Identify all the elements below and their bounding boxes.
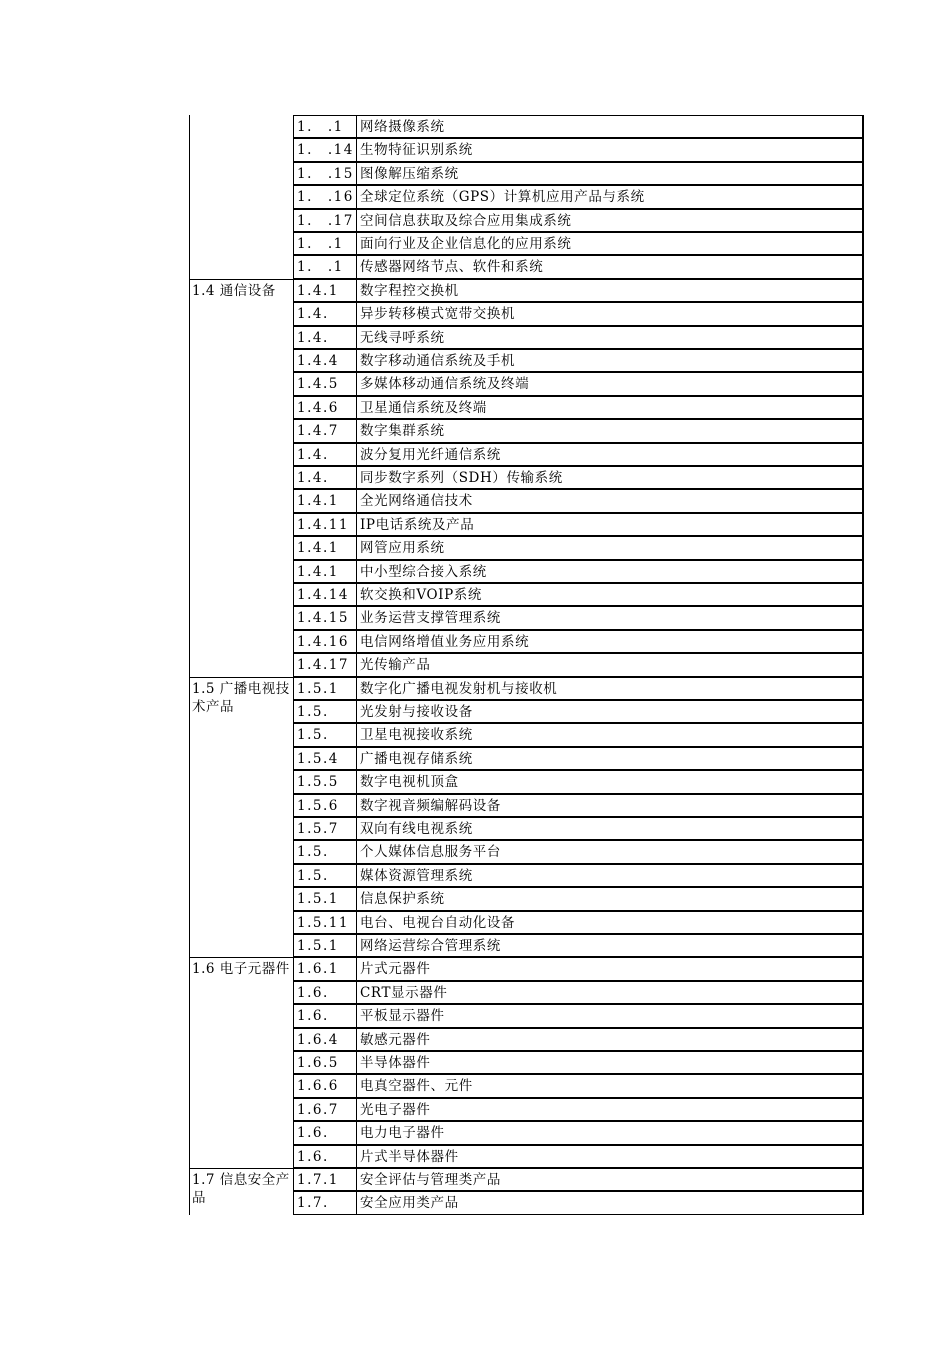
item-code: 1.5. — [293, 723, 356, 746]
table-row — [189, 419, 864, 442]
item-name: 电台、电视台自动化设备 — [356, 911, 864, 934]
item-name: 同步数字系列（SDH）传输系统 — [356, 466, 864, 489]
table-row — [189, 653, 864, 676]
item-name: 信息保护系统 — [356, 887, 864, 910]
item-code: 1.5. — [293, 840, 356, 863]
item-name: 电信网络增值业务应用系统 — [356, 630, 864, 653]
item-code: 1. .17 — [293, 209, 356, 232]
item-name: IP电话系统及产品 — [356, 513, 864, 536]
table-row — [189, 1168, 864, 1191]
table-row — [189, 560, 864, 583]
item-name: 片式半导体器件 — [356, 1145, 864, 1168]
item-name: 多媒体移动通信系统及终端 — [356, 372, 864, 395]
item-code: 1.6.1 — [293, 957, 356, 980]
table-row — [189, 1098, 864, 1121]
item-code: 1.5.1 — [293, 677, 356, 700]
item-code: 1.4.6 — [293, 396, 356, 419]
item-code: 1.5. — [293, 700, 356, 723]
item-code: 1.4.17 — [293, 653, 356, 676]
item-code: 1. .15 — [293, 162, 356, 185]
item-code: 1.5. — [293, 864, 356, 887]
table-row — [189, 302, 864, 325]
item-code: 1.6.4 — [293, 1028, 356, 1051]
item-name: 安全评估与管理类产品 — [356, 1168, 864, 1191]
item-name: 业务运营支撑管理系统 — [356, 606, 864, 629]
table-row — [189, 1004, 864, 1027]
item-name: 数字程控交换机 — [356, 279, 864, 302]
table-row — [189, 255, 864, 278]
item-name: 软交换和VOIP系统 — [356, 583, 864, 606]
table-row — [189, 723, 864, 746]
table-row — [189, 326, 864, 349]
table-row — [189, 138, 864, 161]
item-code: 1.4.11 — [293, 513, 356, 536]
item-code: 1.5.5 — [293, 770, 356, 793]
item-name: 光传输产品 — [356, 653, 864, 676]
item-code: 1.6. — [293, 1004, 356, 1027]
item-code: 1.5.6 — [293, 794, 356, 817]
item-code: 1.6.5 — [293, 1051, 356, 1074]
item-name: 面向行业及企业信息化的应用系统 — [356, 232, 864, 255]
item-code: 1.5.11 — [293, 911, 356, 934]
item-code: 1.6.7 — [293, 1098, 356, 1121]
item-code: 1.5.4 — [293, 747, 356, 770]
item-name: 媒体资源管理系统 — [356, 864, 864, 887]
table-row — [189, 1074, 864, 1097]
table-row — [189, 840, 864, 863]
category-cell: 1.4 通信设备 — [189, 279, 293, 677]
table-row — [189, 115, 864, 138]
item-code: 1.4. — [293, 326, 356, 349]
table-row — [189, 466, 864, 489]
item-name: 全光网络通信技术 — [356, 489, 864, 512]
table-row — [189, 1028, 864, 1051]
item-code: 1.4.1 — [293, 279, 356, 302]
item-name: 个人媒体信息服务平台 — [356, 840, 864, 863]
table-row — [189, 606, 864, 629]
table-row — [189, 887, 864, 910]
table-row — [189, 513, 864, 536]
item-name: 光电子器件 — [356, 1098, 864, 1121]
table-row — [189, 794, 864, 817]
table-row — [189, 443, 864, 466]
table-row — [189, 185, 864, 208]
item-name: 数字集群系统 — [356, 419, 864, 442]
table-row — [189, 1191, 864, 1214]
item-code: 1. .14 — [293, 138, 356, 161]
item-name: 网络摄像系统 — [356, 115, 864, 138]
item-code: 1.4. — [293, 302, 356, 325]
item-name: 异步转移模式宽带交换机 — [356, 302, 864, 325]
item-code: 1.4. — [293, 466, 356, 489]
item-code: 1.4.1 — [293, 536, 356, 559]
item-name: 半导体器件 — [356, 1051, 864, 1074]
category-cell: 1.7 信息安全产品 — [189, 1168, 293, 1215]
item-code: 1.4.14 — [293, 583, 356, 606]
item-code: 1.6.6 — [293, 1074, 356, 1097]
item-name: 卫星通信系统及终端 — [356, 396, 864, 419]
table-row — [189, 934, 864, 957]
table-row — [189, 489, 864, 512]
item-name: 空间信息获取及综合应用集成系统 — [356, 209, 864, 232]
item-name: 数字电视机顶盒 — [356, 770, 864, 793]
item-code: 1. .16 — [293, 185, 356, 208]
item-name: 网管应用系统 — [356, 536, 864, 559]
table-row — [189, 677, 864, 700]
item-code: 1. .1 — [293, 232, 356, 255]
item-code: 1.6. — [293, 1145, 356, 1168]
table-row — [189, 911, 864, 934]
item-name: 平板显示器件 — [356, 1004, 864, 1027]
item-name: 数字化广播电视发射机与接收机 — [356, 677, 864, 700]
item-name: 电真空器件、元件 — [356, 1074, 864, 1097]
item-name: 双向有线电视系统 — [356, 817, 864, 840]
table-row — [189, 817, 864, 840]
table-row — [189, 1145, 864, 1168]
item-name: 图像解压缩系统 — [356, 162, 864, 185]
item-name: CRT显示器件 — [356, 981, 864, 1004]
item-code: 1.6. — [293, 1121, 356, 1144]
item-code: 1.4.1 — [293, 489, 356, 512]
item-name: 生物特征识别系统 — [356, 138, 864, 161]
item-code: 1. .1 — [293, 115, 356, 138]
item-code: 1.4.4 — [293, 349, 356, 372]
item-name: 电力电子器件 — [356, 1121, 864, 1144]
table-row — [189, 162, 864, 185]
item-name: 敏感元器件 — [356, 1028, 864, 1051]
table-row — [189, 700, 864, 723]
item-code: 1.4.7 — [293, 419, 356, 442]
table-row — [189, 536, 864, 559]
item-code: 1. .1 — [293, 255, 356, 278]
table-row — [189, 396, 864, 419]
item-name: 光发射与接收设备 — [356, 700, 864, 723]
item-code: 1.7. — [293, 1191, 356, 1214]
item-code: 1.4.16 — [293, 630, 356, 653]
table-row — [189, 864, 864, 887]
category-cell: 1.6 电子元器件 — [189, 957, 293, 1168]
item-name: 广播电视存储系统 — [356, 747, 864, 770]
item-code: 1.4.15 — [293, 606, 356, 629]
table-row — [189, 583, 864, 606]
item-name: 波分复用光纤通信系统 — [356, 443, 864, 466]
item-name: 数字移动通信系统及手机 — [356, 349, 864, 372]
table-row — [189, 232, 864, 255]
item-code: 1.4. — [293, 443, 356, 466]
item-name: 网络运营综合管理系统 — [356, 934, 864, 957]
table-row — [189, 770, 864, 793]
table-row — [189, 279, 864, 302]
category-cell: 1.5 广播电视技术产品 — [189, 677, 293, 958]
item-code: 1.6. — [293, 981, 356, 1004]
table-row — [189, 957, 864, 980]
item-name: 中小型综合接入系统 — [356, 560, 864, 583]
item-code: 1.5.7 — [293, 817, 356, 840]
item-name: 安全应用类产品 — [356, 1191, 864, 1214]
table-row — [189, 372, 864, 395]
item-code: 1.7.1 — [293, 1168, 356, 1191]
item-name: 卫星电视接收系统 — [356, 723, 864, 746]
item-name: 全球定位系统（GPS）计算机应用产品与系统 — [356, 185, 864, 208]
table-row — [189, 981, 864, 1004]
item-code: 1.4.5 — [293, 372, 356, 395]
item-code: 1.4.1 — [293, 560, 356, 583]
item-name: 传感器网络节点、软件和系统 — [356, 255, 864, 278]
table-row — [189, 1121, 864, 1144]
item-code: 1.5.1 — [293, 887, 356, 910]
table-row — [189, 1051, 864, 1074]
item-name: 片式元器件 — [356, 957, 864, 980]
table-row — [189, 747, 864, 770]
item-code: 1.5.1 — [293, 934, 356, 957]
table-row — [189, 630, 864, 653]
item-name: 数字视音频编解码设备 — [356, 794, 864, 817]
table-row — [189, 349, 864, 372]
table-row — [189, 209, 864, 232]
item-name: 无线寻呼系统 — [356, 326, 864, 349]
